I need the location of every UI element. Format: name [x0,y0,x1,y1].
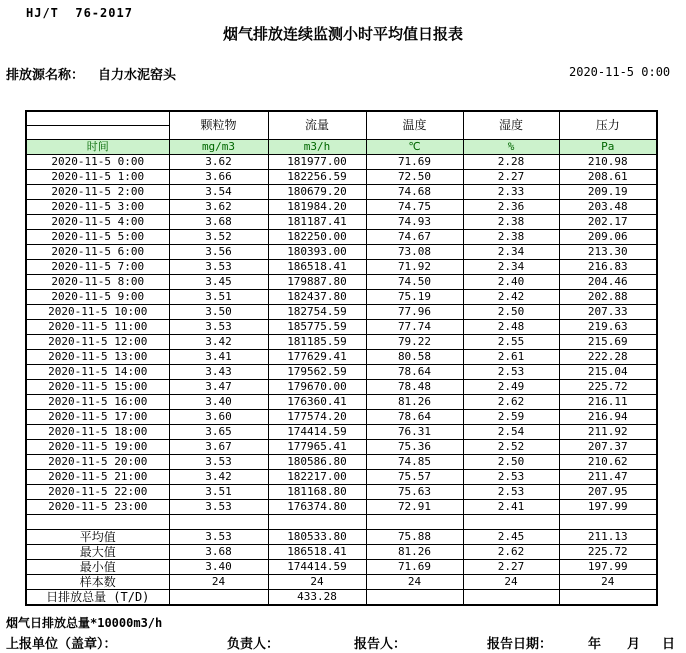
data-value-cell: 2.48 [463,320,559,335]
data-value-cell: 2.53 [463,485,559,500]
data-label-cell: 2020-11-5 21:00 [26,470,169,485]
data-row [26,395,657,410]
data-value-cell: 3.42 [169,470,268,485]
data-label-cell: 2020-11-5 15:00 [26,380,169,395]
summary-value-cell: 71.69 [366,560,463,575]
data-value-cell: 210.98 [559,155,657,170]
data-label-cell: 2020-11-5 17:00 [26,410,169,425]
summary-value-cell [169,590,268,606]
data-value-cell: 3.68 [169,215,268,230]
column-header-pm: 颗粒物 [169,111,268,140]
summary-value-cell: 197.99 [559,560,657,575]
spacer-cell [268,515,366,530]
data-label-cell: 2020-11-5 8:00 [26,275,169,290]
data-label-cell: 2020-11-5 18:00 [26,425,169,440]
data-row [26,365,657,380]
data-value-cell: 180679.20 [268,185,366,200]
data-value-cell: 182250.00 [268,230,366,245]
page-title: 烟气排放连续监测小时平均值日报表 [222,25,463,43]
data-value-cell: 3.53 [169,260,268,275]
data-value-cell: 3.65 [169,425,268,440]
data-value-cell: 209.06 [559,230,657,245]
responsible-label: 负责人： [227,637,280,652]
data-row [26,260,657,275]
data-value-cell: 3.62 [169,155,268,170]
data-value-cell: 2.53 [463,470,559,485]
data-row [26,275,657,290]
data-value-cell: 2.34 [463,245,559,260]
data-value-cell: 222.28 [559,350,657,365]
data-label-cell: 2020-11-5 2:00 [26,185,169,200]
data-value-cell: 3.56 [169,245,268,260]
summary-value-cell: 24 [559,575,657,590]
data-value-cell: 81.26 [366,395,463,410]
data-label-cell: 2020-11-5 9:00 [26,290,169,305]
data-value-cell: 3.47 [169,380,268,395]
summary-value-cell: 180533.80 [268,530,366,545]
data-value-cell: 180586.80 [268,455,366,470]
data-row [26,455,657,470]
data-value-cell: 211.92 [559,425,657,440]
summary-value-cell [559,590,657,606]
data-value-cell: 2.38 [463,230,559,245]
summary-value-cell: 24 [268,575,366,590]
data-value-cell: 215.69 [559,335,657,350]
header-empty-cell-top [26,111,169,126]
spacer-cell [463,515,559,530]
data-value-cell: 2.50 [463,305,559,320]
data-value-cell: 2.50 [463,455,559,470]
data-row [26,290,657,305]
data-value-cell: 75.36 [366,440,463,455]
data-value-cell: 74.50 [366,275,463,290]
data-value-cell: 174414.59 [268,425,366,440]
data-value-cell: 3.53 [169,455,268,470]
reporter-label: 报告人： [354,637,407,652]
summary-value-cell: 3.68 [169,545,268,560]
data-value-cell: 78.48 [366,380,463,395]
source-label: 排放源名称： [6,68,85,83]
data-value-cell: 181984.20 [268,200,366,215]
data-row [26,200,657,215]
summary-row [26,575,657,590]
data-label-cell: 2020-11-5 6:00 [26,245,169,260]
data-row [26,485,657,500]
summary-value-cell: 3.53 [169,530,268,545]
data-value-cell: 2.38 [463,215,559,230]
data-value-cell: 207.95 [559,485,657,500]
data-value-cell: 72.91 [366,500,463,515]
unit-pm: mg/m3 [169,140,268,155]
data-value-cell: 3.40 [169,395,268,410]
data-value-cell: 207.37 [559,440,657,455]
summary-rows [26,530,657,606]
report-unit-label: 上报单位（盖章）： [6,637,117,652]
data-value-cell: 3.42 [169,335,268,350]
data-value-cell: 78.64 [366,365,463,380]
data-value-cell: 2.55 [463,335,559,350]
data-value-cell: 177574.20 [268,410,366,425]
data-row [26,425,657,440]
data-row [26,440,657,455]
data-label-cell: 2020-11-5 10:00 [26,305,169,320]
data-value-cell: 182256.59 [268,170,366,185]
summary-value-cell: 24 [169,575,268,590]
data-value-cell: 186518.41 [268,260,366,275]
summary-value-cell: 2.45 [463,530,559,545]
data-value-cell: 3.53 [169,500,268,515]
data-value-cell: 3.67 [169,440,268,455]
data-value-cell: 177629.41 [268,350,366,365]
data-value-cell: 74.75 [366,200,463,215]
summary-value-cell: 225.72 [559,545,657,560]
spacer-cell [169,515,268,530]
data-row [26,380,657,395]
summary-label-cell: 平均值 [26,530,169,545]
unit-temp: ℃ [366,140,463,155]
data-value-cell: 74.85 [366,455,463,470]
data-value-cell: 2.41 [463,500,559,515]
summary-value-cell: 2.62 [463,545,559,560]
data-row [26,500,657,515]
data-value-cell: 176374.80 [268,500,366,515]
data-value-cell: 2.36 [463,200,559,215]
data-value-cell: 3.51 [169,290,268,305]
data-value-cell: 78.64 [366,410,463,425]
data-value-cell: 2.59 [463,410,559,425]
data-value-cell: 3.53 [169,320,268,335]
report-datetime: 2020-11-5 0:00 [569,65,671,79]
summary-row [26,590,657,606]
data-value-cell: 177965.41 [268,440,366,455]
data-value-cell: 210.62 [559,455,657,470]
data-label-cell: 2020-11-5 13:00 [26,350,169,365]
data-value-cell: 215.04 [559,365,657,380]
data-row [26,305,657,320]
time-header: 时间 [26,140,169,155]
data-value-cell: 79.22 [366,335,463,350]
data-value-cell: 181977.00 [268,155,366,170]
data-value-cell: 2.40 [463,275,559,290]
data-value-cell: 75.19 [366,290,463,305]
data-label-cell: 2020-11-5 16:00 [26,395,169,410]
unit-humidity: % [463,140,559,155]
data-value-cell: 75.63 [366,485,463,500]
spacer-cell [26,515,169,530]
summary-label-cell: 最小值 [26,560,169,575]
data-value-cell: 3.43 [169,365,268,380]
data-value-cell: 3.60 [169,410,268,425]
data-value-cell: 2.52 [463,440,559,455]
data-value-cell: 207.33 [559,305,657,320]
data-label-cell: 2020-11-5 20:00 [26,455,169,470]
data-value-cell: 2.28 [463,155,559,170]
data-row [26,170,657,185]
unit-flow: m3/h [268,140,366,155]
unit-header-row [26,140,657,155]
spacer-cell [366,515,463,530]
data-label-cell: 2020-11-5 3:00 [26,200,169,215]
data-value-cell: 216.94 [559,410,657,425]
column-header-flow: 流量 [268,111,366,140]
data-value-cell: 181187.41 [268,215,366,230]
data-value-cell: 203.48 [559,200,657,215]
data-value-cell: 211.47 [559,470,657,485]
summary-value-cell: 81.26 [366,545,463,560]
data-label-cell: 2020-11-5 11:00 [26,320,169,335]
data-value-cell: 76.31 [366,425,463,440]
data-row [26,335,657,350]
data-value-cell: 77.96 [366,305,463,320]
data-value-cell: 71.69 [366,155,463,170]
summary-value-cell [366,590,463,606]
data-row [26,185,657,200]
data-row [26,410,657,425]
data-row [26,215,657,230]
spacer-cell [559,515,657,530]
summary-value-cell: 211.13 [559,530,657,545]
data-row [26,245,657,260]
data-value-cell: 3.45 [169,275,268,290]
data-row [26,350,657,365]
data-value-cell: 204.46 [559,275,657,290]
summary-label-cell: 最大值 [26,545,169,560]
summary-value-cell: 174414.59 [268,560,366,575]
summary-value-cell: 186518.41 [268,545,366,560]
data-value-cell: 185775.59 [268,320,366,335]
data-value-cell: 3.51 [169,485,268,500]
report-table [25,110,658,606]
column-header-pressure: 压力 [559,111,657,140]
data-value-cell: 75.57 [366,470,463,485]
report-date-label: 报告日期： [487,637,553,652]
data-value-cell: 209.19 [559,185,657,200]
source-name: 自力水泥窑头 [98,68,177,83]
data-value-cell: 2.34 [463,260,559,275]
data-label-cell: 2020-11-5 23:00 [26,500,169,515]
data-value-cell: 197.99 [559,500,657,515]
data-label-cell: 2020-11-5 14:00 [26,365,169,380]
data-value-cell: 208.61 [559,170,657,185]
data-rows [26,155,657,515]
spacer-body [26,515,657,530]
summary-value-cell: 433.28 [268,590,366,606]
data-value-cell: 216.83 [559,260,657,275]
data-value-cell: 2.61 [463,350,559,365]
measure-header-row [26,111,657,126]
summary-value-cell [463,590,559,606]
data-value-cell: 213.30 [559,245,657,260]
data-value-cell: 182437.80 [268,290,366,305]
header-empty-cell-bottom [26,126,169,140]
data-value-cell: 182217.00 [268,470,366,485]
data-value-cell: 179562.59 [268,365,366,380]
data-value-cell: 2.54 [463,425,559,440]
data-value-cell: 77.74 [366,320,463,335]
data-value-cell: 2.42 [463,290,559,305]
data-label-cell: 2020-11-5 7:00 [26,260,169,275]
data-value-cell: 72.50 [366,170,463,185]
summary-row [26,530,657,545]
data-row [26,155,657,170]
unit-pressure: Pa [559,140,657,155]
data-value-cell: 2.33 [463,185,559,200]
total-emission-note: 烟气日排放总量*10000m3/h [6,616,163,630]
data-value-cell: 202.17 [559,215,657,230]
data-value-cell: 2.62 [463,395,559,410]
data-value-cell: 179670.00 [268,380,366,395]
summary-label-cell: 样本数 [26,575,169,590]
data-row [26,470,657,485]
data-label-cell: 2020-11-5 12:00 [26,335,169,350]
month-label: 月 [627,637,641,652]
data-value-cell: 80.58 [366,350,463,365]
data-label-cell: 2020-11-5 22:00 [26,485,169,500]
column-header-humidity: 湿度 [463,111,559,140]
data-value-cell: 3.41 [169,350,268,365]
data-value-cell: 216.11 [559,395,657,410]
data-value-cell: 202.88 [559,290,657,305]
data-row [26,320,657,335]
data-value-cell: 225.72 [559,380,657,395]
year-label: 年 [588,637,602,652]
summary-value-cell: 3.40 [169,560,268,575]
summary-row [26,560,657,575]
summary-value-cell: 24 [463,575,559,590]
data-value-cell: 2.27 [463,170,559,185]
data-value-cell: 3.52 [169,230,268,245]
data-row [26,230,657,245]
data-value-cell: 74.93 [366,215,463,230]
column-header-temp: 温度 [366,111,463,140]
data-value-cell: 219.63 [559,320,657,335]
data-label-cell: 2020-11-5 0:00 [26,155,169,170]
source-row [6,64,176,83]
spacer-row [26,515,657,530]
data-value-cell: 2.53 [463,365,559,380]
summary-label-cell: 日排放总量 (T/D) [26,590,169,606]
summary-value-cell: 75.88 [366,530,463,545]
data-label-cell: 2020-11-5 4:00 [26,215,169,230]
data-value-cell: 73.08 [366,245,463,260]
data-value-cell: 3.54 [169,185,268,200]
data-value-cell: 3.50 [169,305,268,320]
data-label-cell: 2020-11-5 1:00 [26,170,169,185]
data-value-cell: 181168.80 [268,485,366,500]
day-label: 日 [662,637,676,652]
data-label-cell: 2020-11-5 19:00 [26,440,169,455]
data-label-cell: 2020-11-5 5:00 [26,230,169,245]
data-value-cell: 180393.00 [268,245,366,260]
data-value-cell: 182754.59 [268,305,366,320]
data-value-cell: 3.66 [169,170,268,185]
data-value-cell: 2.49 [463,380,559,395]
data-value-cell: 74.68 [366,185,463,200]
standard-number: HJ/T 76-2017 [26,6,133,20]
data-value-cell: 176360.41 [268,395,366,410]
summary-row [26,545,657,560]
data-value-cell: 71.92 [366,260,463,275]
data-value-cell: 74.67 [366,230,463,245]
summary-value-cell: 2.27 [463,560,559,575]
data-value-cell: 3.62 [169,200,268,215]
data-value-cell: 181185.59 [268,335,366,350]
summary-value-cell: 24 [366,575,463,590]
data-value-cell: 179887.80 [268,275,366,290]
